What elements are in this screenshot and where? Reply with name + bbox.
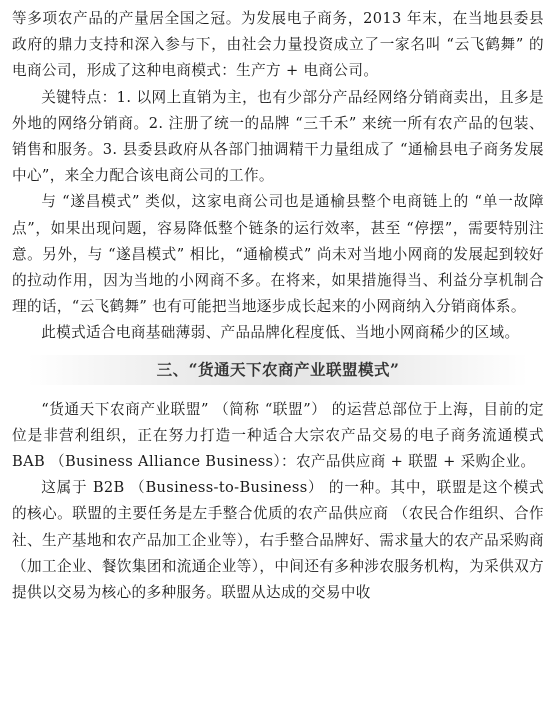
paragraph-5: “货通天下农商产业联盟” （简称 “联盟”） 的运营总部位于上海，目前的定位是非营利组织，正在努力打造一种适合大宗农产品交易的电子商务流通模式 BAB （Business Alliance Business）：农产品供应商 + 联盟 + 采购企业。 bbox=[12, 400, 544, 471]
paragraph-3: 与 “遂昌模式” 类似，这家电商公司也是通榆县整个电商链上的 “单一故障点”，如果出现问题，容易降低整个链条的运行效率，甚至 “停摆”，需要特别注意。另外，与 “遂昌模式” 相比，“通榆模式” 尚未对当地小网商的发展起到较好的拉动作用，因为当地的小网商不多。在将来，如果措施得当、利益分享机制合理的话，“云飞鹤舞” 也有可能把当地逐步成长起来的小网商纳入分销商体系。 bbox=[12, 193, 544, 316]
section-heading: 三、“货通天下农商产业联盟模式” bbox=[28, 355, 528, 385]
paragraph-6: 这属于 B2B （Business-to-Business） 的一种。其中，联盟是这个模式的核心。联盟的主要任务是左手整合优质的农产品供应商 （农民合作组织、合作社、生产基地和农产品加工企业等），右手整合品牌好、需求量大的农产品采购商 （加工企业、餐饮集团和流通企业等），中间还有多种涉农服务机构，为采供双方提供以交易为核心的多种服务。联盟从达成的交易中收 bbox=[12, 479, 544, 602]
paragraph-1: 等多项农产品的产量居全国之冠。为发展电子商务，2013 年末，在当地县委县政府的鼎力支持和深入参与下，由社会力量投资成立了一家名叫 “云飞鹤舞” 的电商公司，形成了这种电商模式：生产方 + 电商公司。 bbox=[12, 10, 544, 80]
paragraph-2: 关键特点：1. 以网上直销为主，也有少部分产品经网络分销商卖出，且多是外地的网络分销商。2. 注册了统一的品牌 “三千禾” 来统一所有农产品的包装、销售和服务。3. 县委县政府从各部门抽调精干力量组成了 “通榆县电子商务发展中心”，来全力配合该电商公司的工作。 bbox=[12, 88, 544, 185]
paragraph-4: 此模式适合电商基础薄弱、产品品牌化程度低、当地小网商稀少的区域。 bbox=[41, 324, 520, 342]
